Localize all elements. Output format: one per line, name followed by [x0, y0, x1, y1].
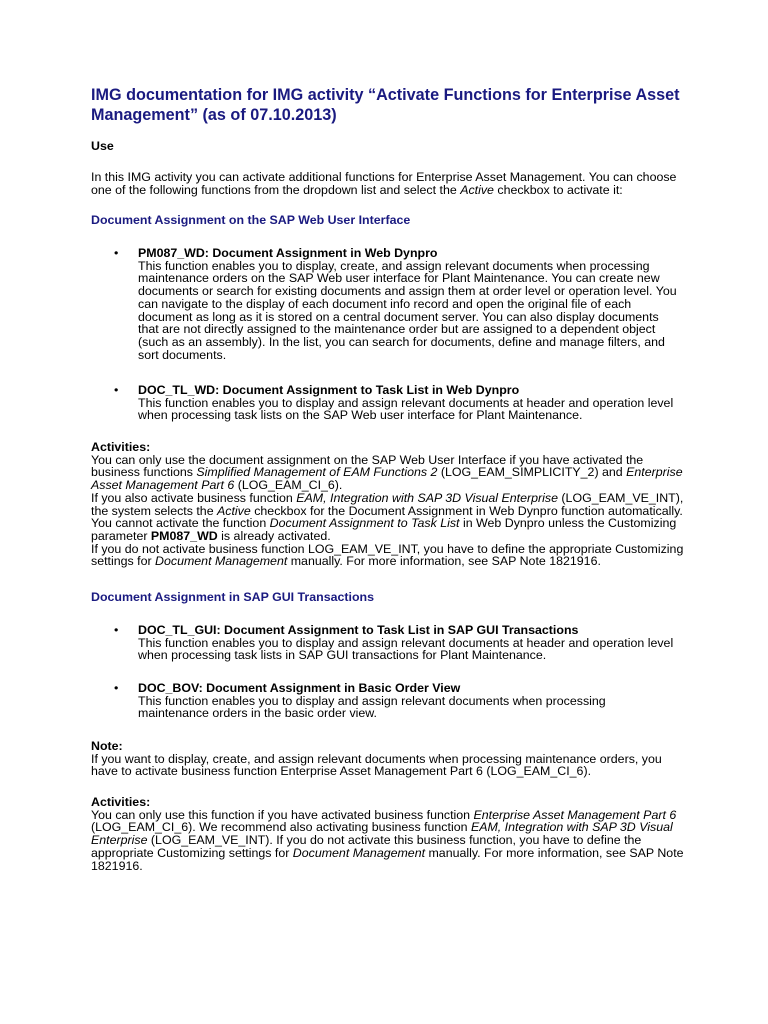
activities-text: manually. For more information, see SAP Note 1821916.: [287, 554, 601, 569]
intro-active-term: Active: [460, 182, 494, 197]
activities-text: manually. For more information, see SAP Note 1821916.: [91, 845, 684, 873]
activities-text: in Web Dynpro unless the Customizing parameter: [91, 516, 677, 543]
activities-text: If you do not activate business function LOG_EAM_VE_INT, you have to define the appropriate Customizing settings for: [91, 541, 684, 569]
bullet-doc-bov: [138, 682, 678, 720]
note-block: [91, 740, 691, 778]
bullet-text: This function enables you to display, create, and assign relevant documents when processing maintenance orders on the SAP Web user interface for Plant Maintenance. You can create new documents or search for existing documents and assign them at order level or operation level. You can navigate to the display of each document info record and open the original file of each document as long as it is stored on a central document server. You can also display documents that are not directly assigned to the maintenance order but are assigned to a dependent object (such as an assembly). In the list, you can search for documents, define and manage filters, and sort documents.: [138, 258, 677, 362]
activities-text: (LOG_EAM_SIMPLICITY_2) and: [437, 465, 627, 480]
bullet-text: This function enables you to display and assign relevant documents at header and operation level when processing task lists in SAP GUI transactions for Plant Maintenance.: [138, 635, 674, 663]
section1-activities: [91, 441, 691, 568]
activities-param: PM087_WD: [150, 528, 218, 543]
activities-text: checkbox for the Document Assignment in Web Dynpro function automatically. You cannot activate the function: [91, 503, 683, 531]
activities-term: Enterprise Asset Management Part 6: [473, 807, 677, 822]
bullet-pm087-wd: [138, 247, 678, 361]
activities-text: (LOG_EAM_VE_INT), the system selects the: [91, 490, 684, 518]
intro-text-end: checkbox to activate it:: [493, 182, 623, 197]
activities-term: EAM, Integration with SAP 3D Visual Enterprise: [296, 490, 558, 505]
activities-label: Activities:: [91, 795, 151, 809]
activities-text: If you also activate business function: [91, 490, 297, 505]
page-title: IMG documentation for IMG activity “Activate Functions for Enterprise Asset Management” (as of 07.10.2013): [91, 86, 680, 124]
intro-paragraph: [91, 171, 691, 196]
activities-text: (LOG_EAM_CI_6).: [234, 478, 343, 493]
bullet-title: DOC_BOV: Document Assignment in Basic Order View: [138, 681, 461, 695]
activities-text: (LOG_EAM_CI_6). We recommend also activating business function: [91, 820, 471, 835]
activities-label: Activities:: [91, 440, 151, 454]
bullet-title: DOC_TL_WD: Document Assignment to Task List in Web Dynpro: [138, 383, 520, 397]
bullet-doc-tl-gui: [138, 624, 678, 662]
bullet-marker: •: [114, 246, 119, 260]
activities-term: Document Management: [292, 845, 426, 860]
bullet-marker: •: [114, 623, 119, 637]
activities-text: You can only use the document assignment on the SAP Web User Interface if you have activated the business functions: [91, 452, 644, 480]
note-label: Note:: [91, 739, 123, 753]
section2-heading: Document Assignment in SAP GUI Transactions: [91, 590, 374, 604]
bullet-doc-tl-wd: [138, 384, 678, 422]
activities-term: Simplified Management of EAM Functions 2: [196, 465, 438, 480]
activities-text: You can only use this function if you have activated business function: [91, 807, 474, 822]
activities-term: Enterprise Asset Management Part 6: [91, 465, 683, 493]
activities-term: EAM, Integration with SAP 3D Visual Enterprise: [91, 820, 673, 848]
note-text: If you want to display, create, and assign relevant documents when processing maintenance orders, you have to activate business function Enterprise Asset Management Part 6 (LOG_EAM_CI_6).: [91, 751, 662, 779]
intro-text: In this IMG activity you can activate additional functions for Enterprise Asset Management. You can choose one of the following functions from the dropdown list and select the: [91, 170, 677, 197]
bullet-text: This function enables you to display and assign relevant documents at header and operation level when processing task lists on the SAP Web user interface for Plant Maintenance.: [138, 395, 674, 423]
activities-text: is already activated.: [217, 528, 331, 543]
activities-text: (LOG_EAM_VE_INT). If you do not activate this business function, you have to define the appropriate Customizing settings for: [91, 833, 642, 860]
bullet-title: PM087_WD: Document Assignment in Web Dynpro: [138, 246, 438, 260]
bullet-title: DOC_TL_GUI: Document Assignment to Task List in SAP GUI Transactions: [138, 623, 579, 637]
activities-term: Document Assignment to Task List: [269, 516, 460, 531]
section2-activities: [91, 796, 691, 872]
bullet-marker: •: [114, 681, 119, 695]
activities-term: Document Management: [155, 554, 288, 569]
bullet-text: This function enables you to display and assign relevant documents when processing maintenance orders in the basic order view.: [138, 693, 606, 721]
bullet-marker: •: [114, 383, 119, 397]
use-heading: Use: [91, 139, 114, 153]
activities-term: Active: [217, 503, 251, 518]
section1-heading: Document Assignment on the SAP Web User Interface: [91, 213, 411, 227]
